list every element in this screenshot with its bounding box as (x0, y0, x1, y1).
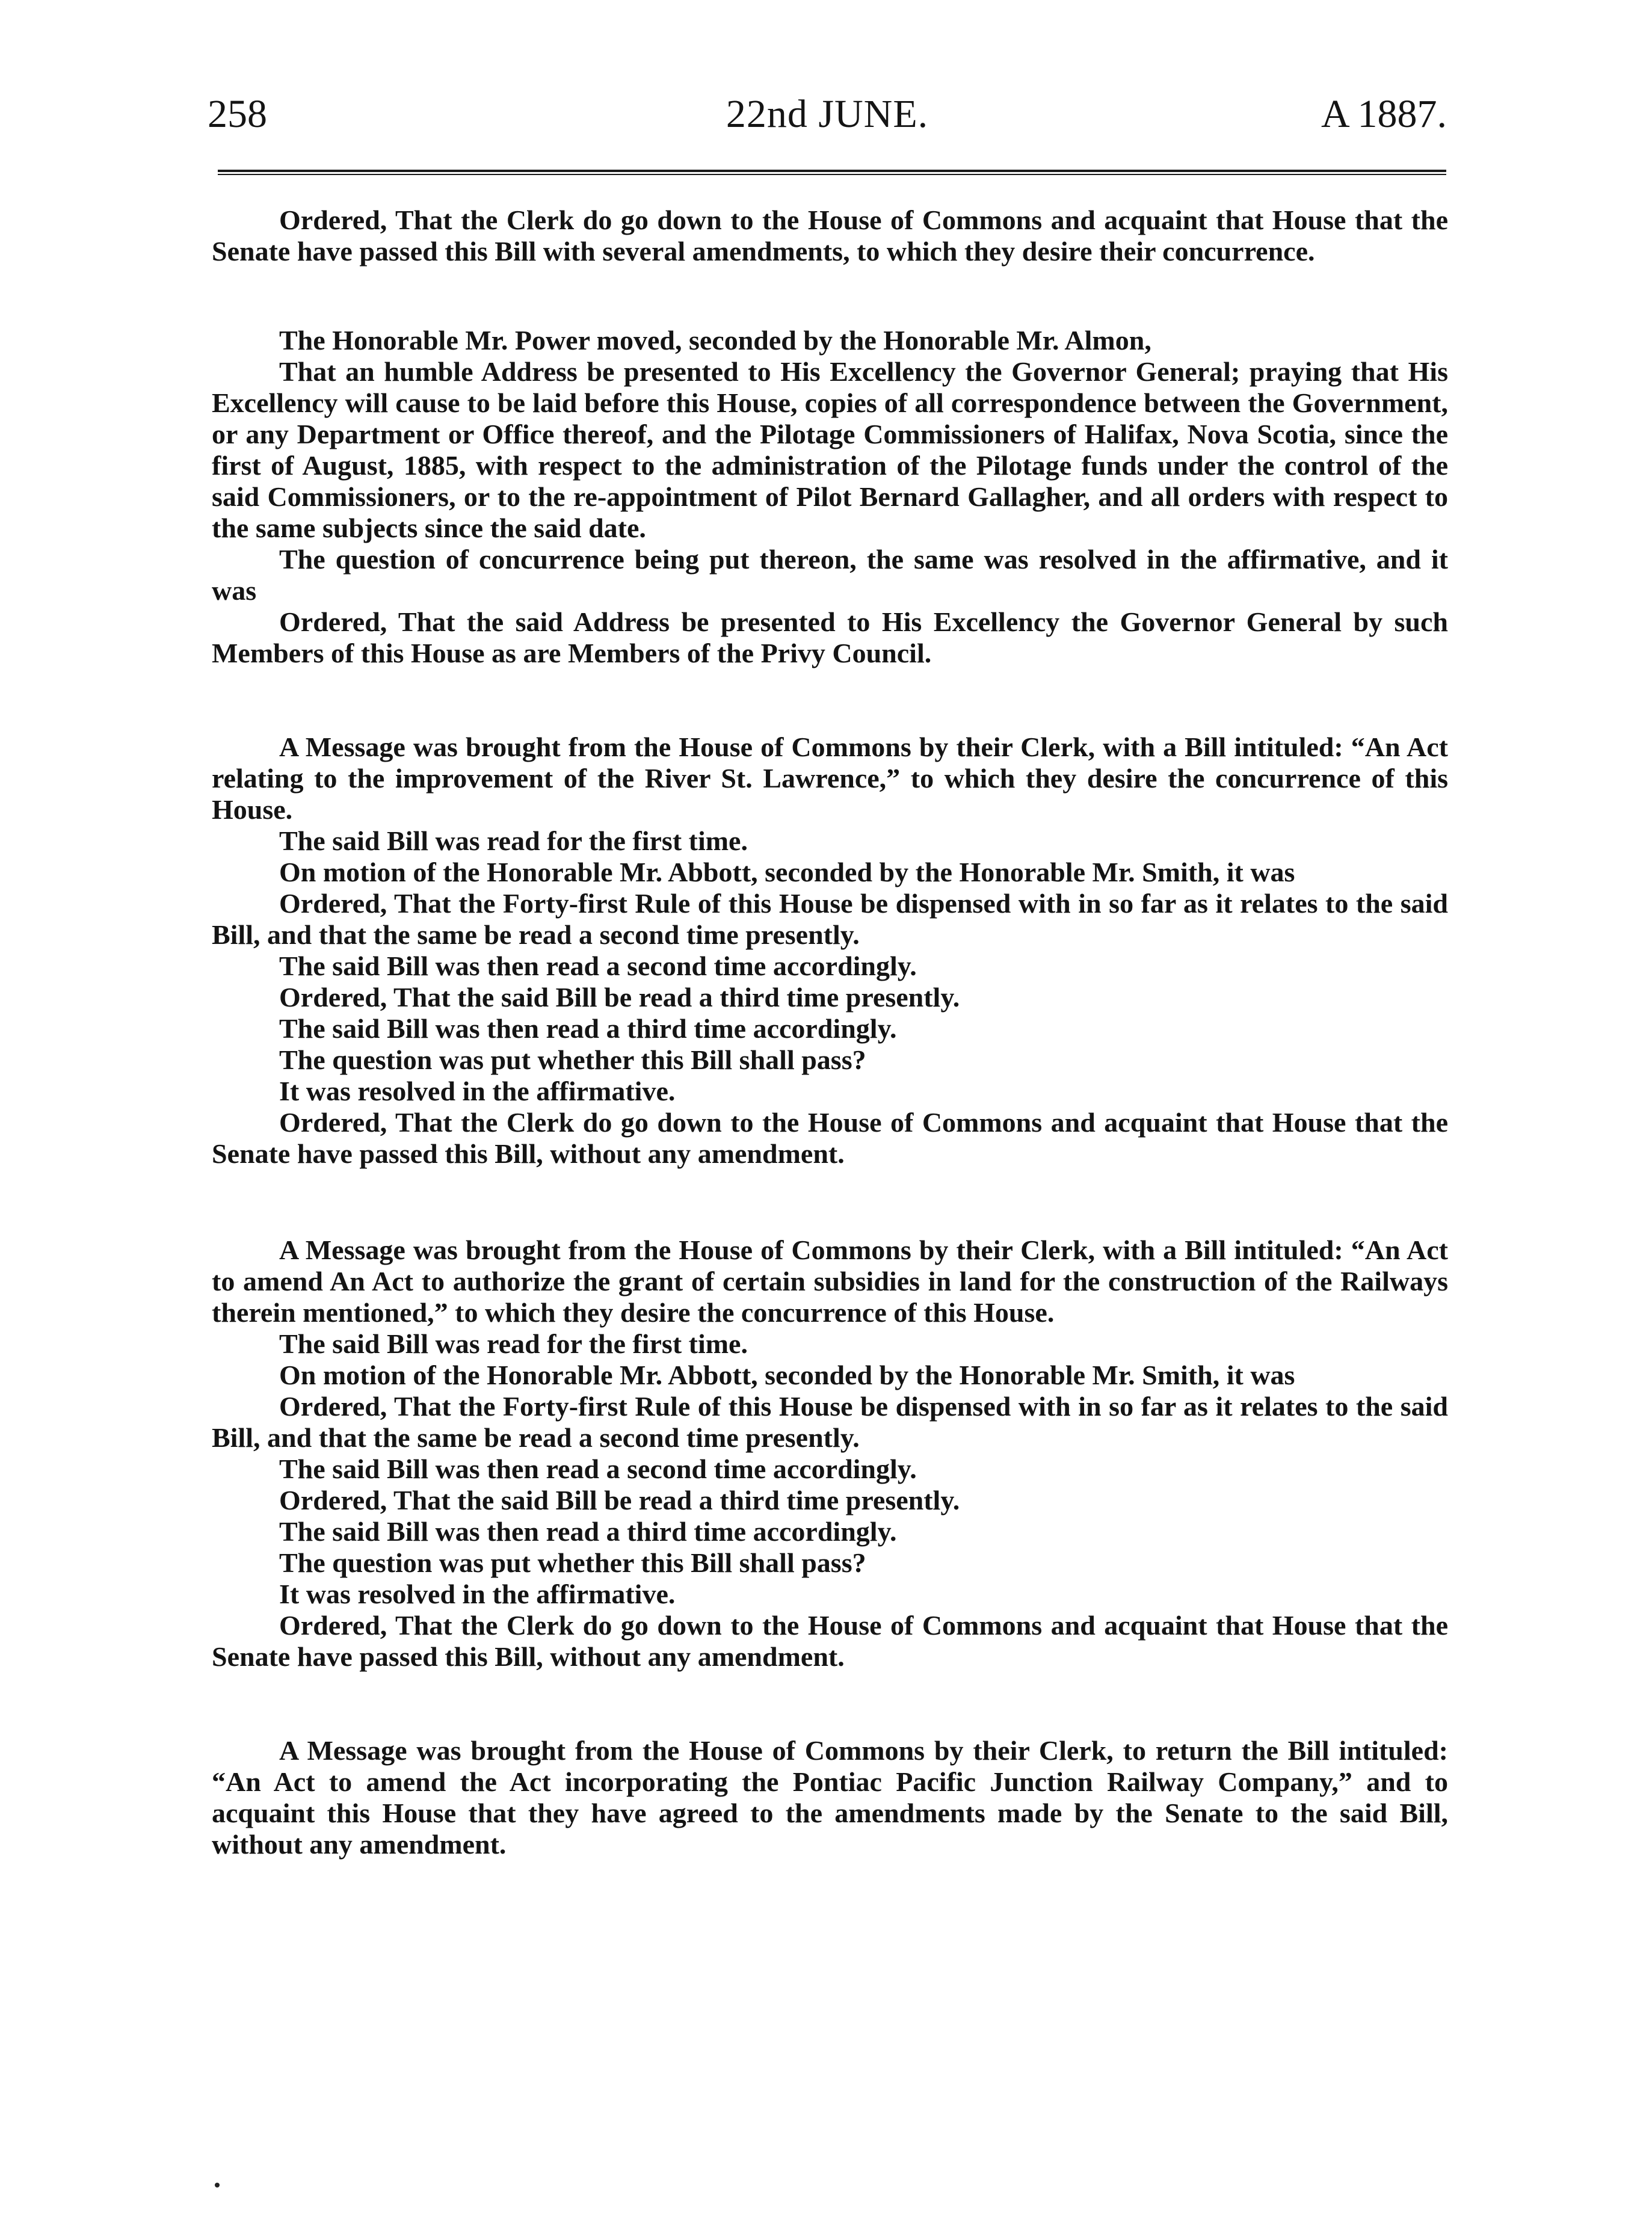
paragraph: The said Bill was then read a third time accordingly. (279, 1516, 897, 1547)
paragraph: Ordered, That the Forty-first Rule of this House be dispensed with in so far as it relates to the said Bill, and that the same be read a second time presently. (212, 1391, 1448, 1453)
paragraph: The question was put whether this Bill shall pass? (279, 1547, 866, 1578)
paragraph: It was resolved in the affirmative. (279, 1579, 676, 1609)
paragraph: The question was put whether this Bill shall pass? (279, 1044, 866, 1075)
section-address-motion (212, 325, 1448, 669)
section-pontiac-bill-return (212, 1735, 1448, 1860)
paragraph: Ordered, That the Clerk do go down to the House of Commons and acquaint that House that the Senate have passed this Bill, without any amendment. (212, 1610, 1448, 1672)
section-st-lawrence-bill (212, 732, 1448, 1170)
paragraph: Ordered, That the said Bill be read a third time presently. (279, 1485, 960, 1515)
paragraph: The said Bill was read for the first time. (279, 825, 748, 856)
page-date: 22nd JUNE. (726, 92, 929, 136)
print-speck (215, 2183, 220, 2187)
journal-body (212, 205, 1448, 1860)
paragraph: The question of concurrence being put thereon, the same was resolved in the affirmative, and it was (212, 544, 1448, 606)
paragraph: The said Bill was then read a third time accordingly. (279, 1013, 897, 1044)
paragraph: A Message was brought from the House of Commons by their Clerk, with a Bill intituled: “An Act relating to the improvement of the River St. Lawrence,” to which they desire the concurrence of this House. (212, 732, 1448, 825)
paragraph: Ordered, That the Clerk do go down to the House of Commons and acquaint that House that the Senate have passed this Bill, without any amendment. (212, 1107, 1448, 1169)
paragraph: That an humble Address be presented to His Excellency the Governor General; praying that His Excellency will cause to be laid before this House, copies of all correspondence between the Government, or any Department or Office thereof, and the Pilotage Commissioners of Halifax, Nova Scotia, since the first of August, 1885, with respect to the administration of the Pilotage funds under the control of the said Commissioners, or to the re-appointment of Pilot Bernard Gallagher, and all orders with respect to the same subjects since the said date. (212, 356, 1448, 543)
paragraph: The Honorable Mr. Power moved, seconded by the Honorable Mr. Almon, (279, 325, 1151, 356)
running-head (208, 78, 1447, 150)
page-number: 258 (208, 92, 267, 136)
paragraph: The said Bill was read for the first time. (279, 1328, 748, 1359)
page-year: A 1887. (1321, 92, 1447, 136)
paragraph: The said Bill was then read a second time accordingly. (279, 951, 917, 981)
paragraph: Ordered, That the Clerk do go down to the House of Commons and acquaint that House that the Senate have passed this Bill with several amendments, to which they desire their concurrence. (212, 205, 1448, 267)
paragraph: A Message was brought from the House of Commons by their Clerk, to return the Bill intituled: “An Act to amend the Act incorporating the Pontiac Pacific Junction Railway Company,” and to acquaint this House that they have agreed to the amendments made by the Senate to the said Bill, without any amendment. (212, 1735, 1448, 1860)
section-railway-subsidies-bill (212, 1235, 1448, 1673)
paragraph: Ordered, That the said Bill be read a third time presently. (279, 982, 960, 1013)
paragraph: Ordered, That the Forty-first Rule of this House be dispensed with in so far as it relates to the said Bill, and that the same be read a second time presently. (212, 888, 1448, 950)
paragraph: A Message was brought from the House of Commons by their Clerk, with a Bill intituled: “An Act to amend An Act to authorize the grant of certain subsidies in land for the construction of the Railways therein mentioned,” to which they desire the concurrence of this House. (212, 1235, 1448, 1328)
paragraph: On motion of the Honorable Mr. Abbott, seconded by the Honorable Mr. Smith, it was (279, 857, 1295, 887)
paragraph: On motion of the Honorable Mr. Abbott, seconded by the Honorable Mr. Smith, it was (279, 1360, 1295, 1390)
header-rule (218, 170, 1446, 175)
section-clerk-order (212, 205, 1448, 267)
paragraph: The said Bill was then read a second time accordingly. (279, 1454, 917, 1484)
paragraph: Ordered, That the said Address be presented to His Excellency the Governor General by such Members of this House as are Members of the Privy Council. (212, 606, 1448, 668)
paragraph: It was resolved in the affirmative. (279, 1076, 676, 1106)
